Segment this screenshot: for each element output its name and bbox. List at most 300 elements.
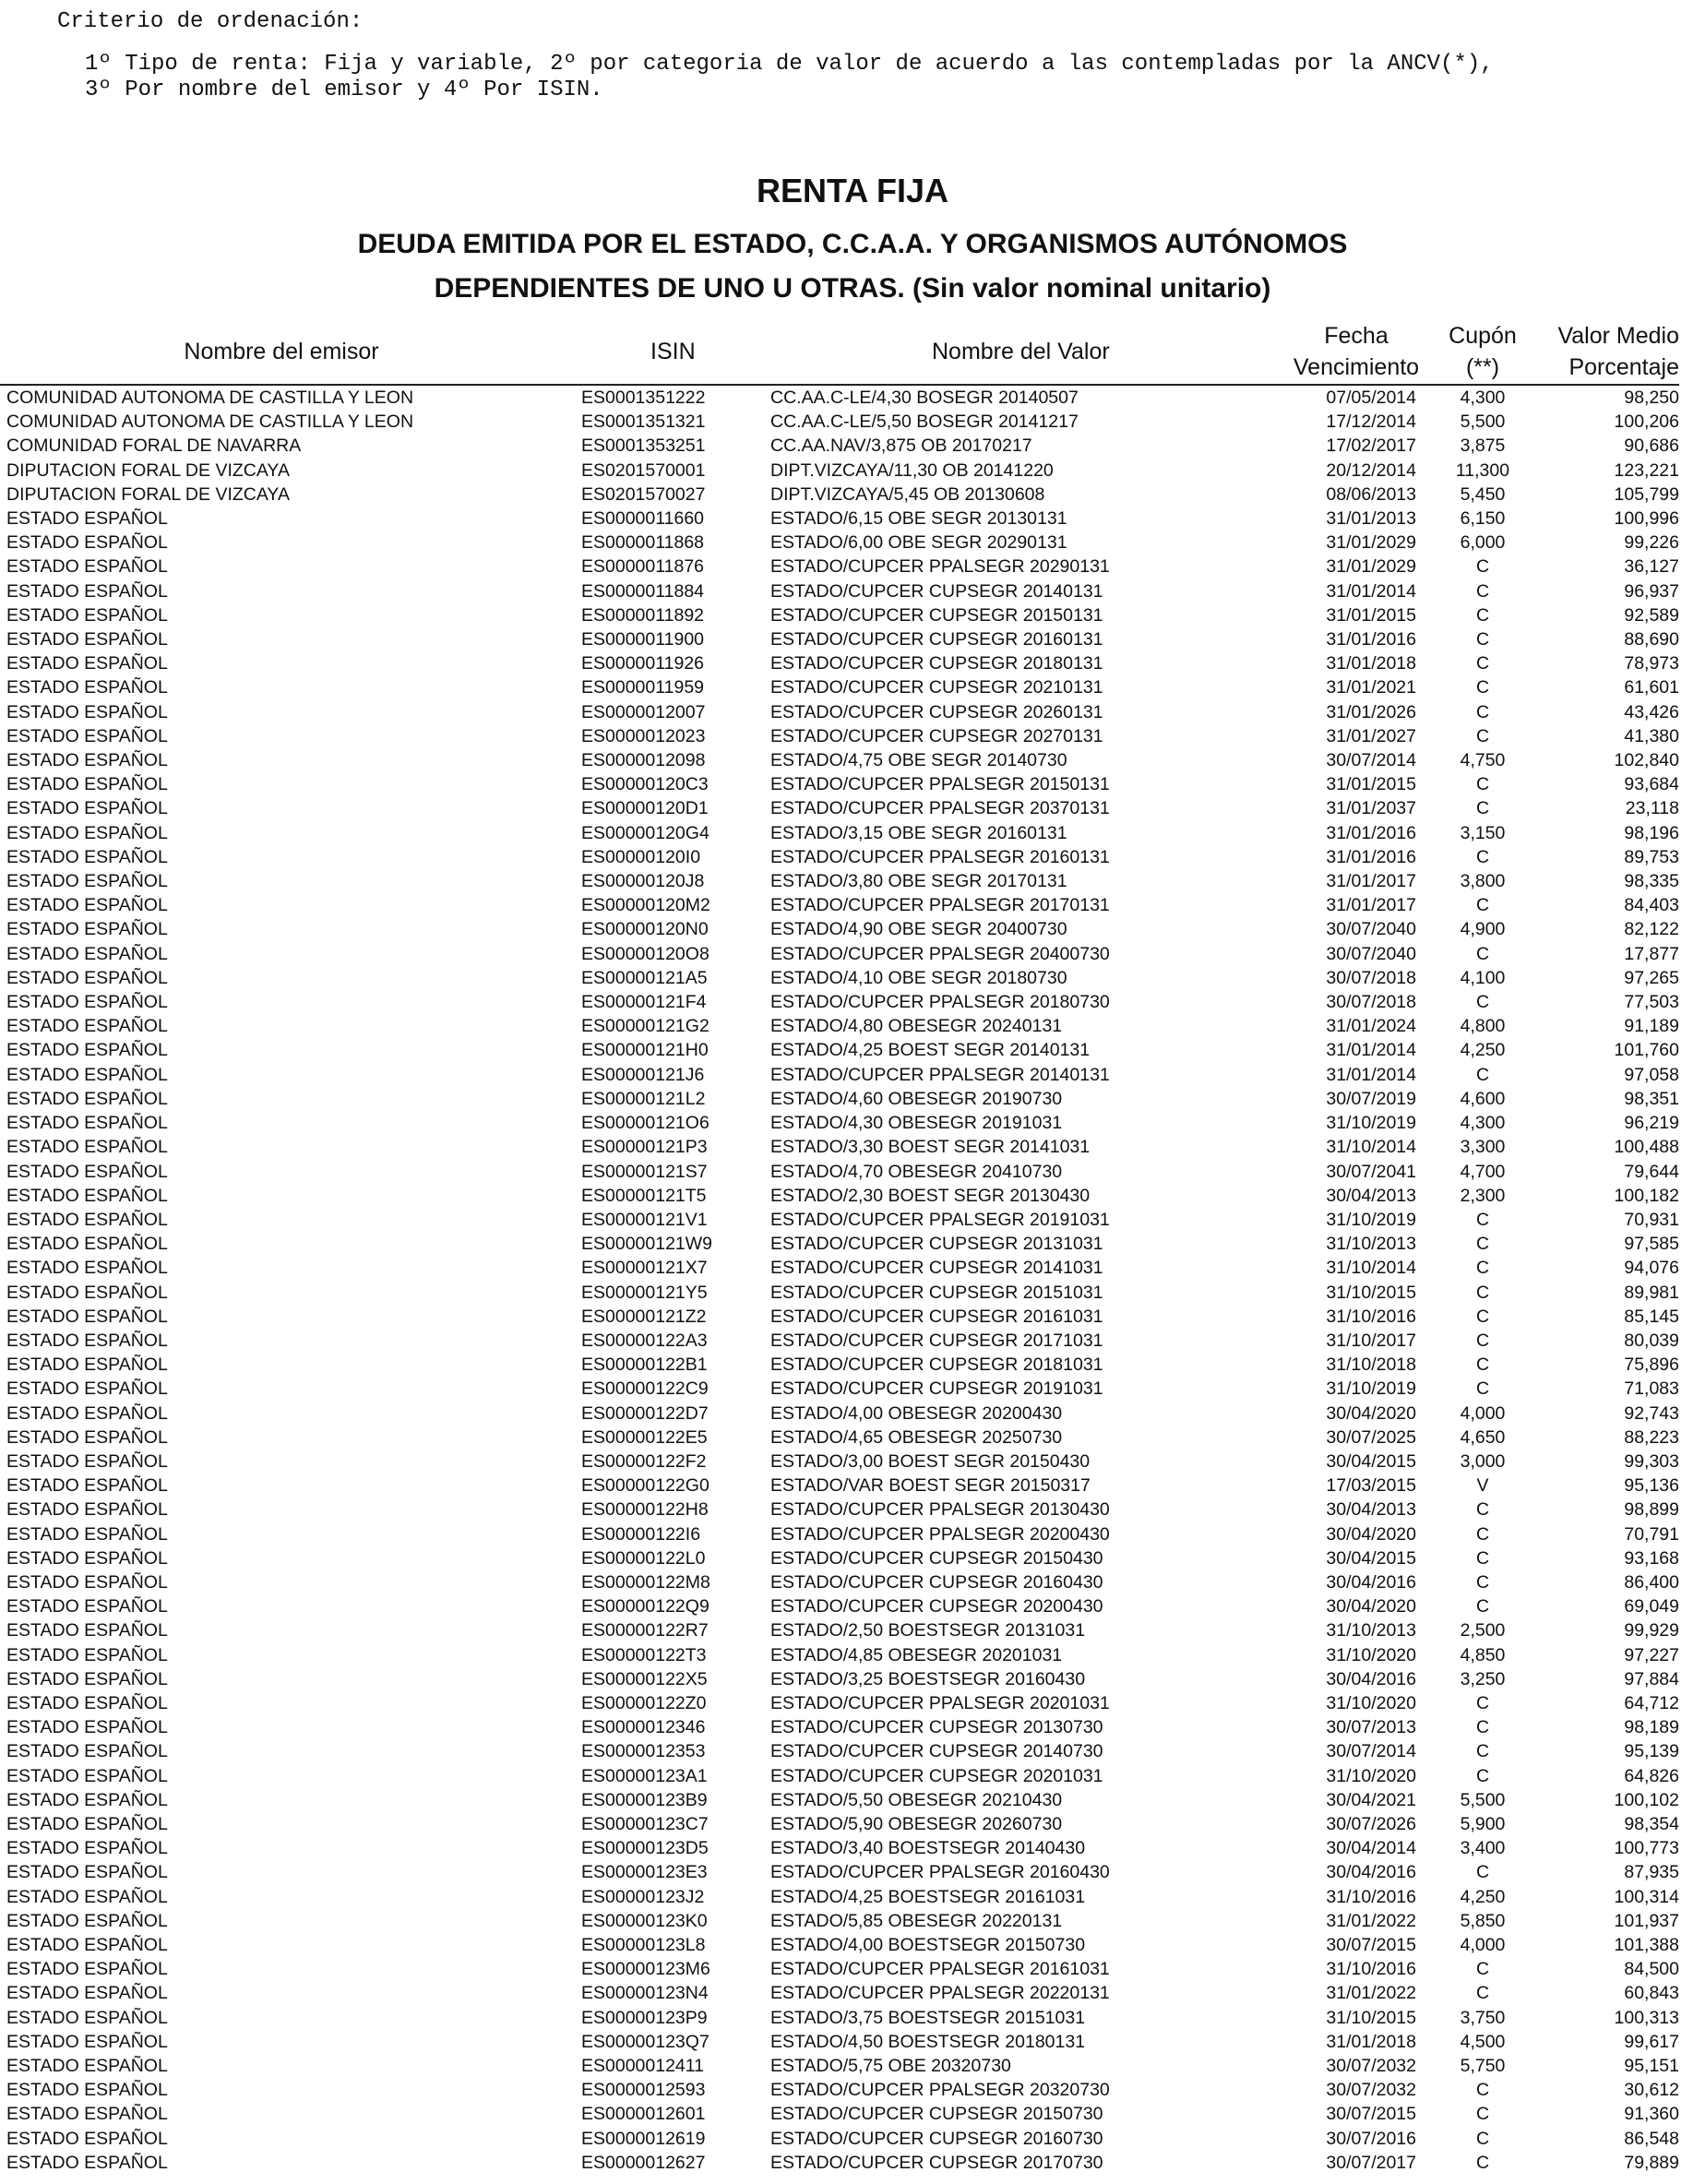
cell-emisor: ESTADO ESPAÑOL [6, 1234, 168, 1255]
securities-table [0, 319, 1679, 2175]
cell-emisor: ESTADO ESPAÑOL [6, 1185, 168, 1206]
cell-emisor: ESTADO ESPAÑOL [6, 750, 168, 771]
cell-cupon: 6,150 [1460, 508, 1506, 530]
cell-emisor: ESTADO ESPAÑOL [6, 580, 168, 602]
cell-cupon: C [1475, 992, 1490, 1013]
cell-valor-medio: 79,644 [1624, 1161, 1679, 1182]
table-row [0, 603, 1679, 627]
cell-emisor: ESTADO ESPAÑOL [6, 1668, 168, 1689]
table-row [0, 1474, 1679, 1498]
cell-valor: ESTADO/CUPCER PPALSEGR 20201031 [770, 1692, 1110, 1713]
cell-isin: ES0000011926 [581, 653, 705, 674]
cell-valor: ESTADO/CUPCER CUPSEGR 20160131 [770, 629, 1103, 650]
cell-cupon: 4,800 [1460, 1016, 1506, 1037]
cell-emisor: ESTADO ESPAÑOL [6, 1741, 168, 1762]
cell-emisor: ESTADO ESPAÑOL [6, 1644, 168, 1665]
cell-fecha: 31/01/2021 [1326, 677, 1416, 698]
cell-valor: CC.AA.NAV/3,875 OB 20170217 [770, 436, 1032, 457]
cell-valor: ESTADO/CUPCER CUPSEGR 20270131 [770, 725, 1103, 746]
cell-valor-medio: 88,690 [1624, 629, 1679, 650]
table-row [0, 1184, 1679, 1208]
cell-valor-medio: 100,773 [1614, 1838, 1679, 1859]
cell-fecha: 30/04/2020 [1326, 1402, 1416, 1424]
cell-valor-medio: 100,182 [1614, 1185, 1679, 1206]
cell-valor: ESTADO/CUPCER CUPSEGR 20140131 [770, 580, 1103, 602]
cell-fecha: 31/01/2016 [1326, 846, 1416, 867]
cell-valor-medio: 95,136 [1624, 1475, 1679, 1497]
cell-valor-medio: 30,612 [1624, 2080, 1679, 2101]
cell-fecha: 30/04/2014 [1326, 1838, 1416, 1859]
cell-isin: ES0000011892 [581, 604, 705, 626]
cell-emisor: ESTADO ESPAÑOL [6, 1475, 168, 1497]
cell-cupon: C [1475, 725, 1490, 746]
cell-valor-medio: 100,313 [1614, 2007, 1679, 2028]
cell-valor-medio: 61,601 [1624, 677, 1679, 698]
cell-valor: ESTADO/5,50 OBESEGR 20210430 [770, 1789, 1063, 1810]
cell-emisor: ESTADO ESPAÑOL [6, 653, 168, 674]
cell-isin: ES00000121G2 [581, 1016, 709, 1037]
cell-valor: ESTADO/CUPCER CUPSEGR 20200430 [770, 1596, 1103, 1617]
cell-cupon: C [1475, 846, 1490, 867]
table-row [0, 966, 1679, 990]
cell-valor-medio: 93,168 [1624, 1547, 1679, 1569]
cell-valor-medio: 87,935 [1624, 1862, 1679, 1883]
cell-fecha: 31/01/2015 [1326, 774, 1416, 795]
cell-fecha: 31/10/2013 [1326, 1234, 1416, 1255]
cell-emisor: ESTADO ESPAÑOL [6, 1378, 168, 1400]
criterio-block [57, 9, 1494, 113]
cell-emisor: ESTADO ESPAÑOL [6, 919, 168, 940]
cell-valor-medio: 85,145 [1624, 1306, 1679, 1327]
table-row [0, 1885, 1679, 1909]
cell-emisor: ESTADO ESPAÑOL [6, 1717, 168, 1738]
cell-valor: ESTADO/3,15 OBE SEGR 20160131 [770, 822, 1067, 843]
cell-isin: ES0000012593 [581, 2080, 706, 2101]
cell-valor-medio: 98,351 [1624, 1088, 1679, 1109]
criterio-heading: Criterio de ordenación: [57, 9, 364, 34]
table-row [0, 2030, 1679, 2054]
cell-valor: ESTADO/CUPCER CUPSEGR 20150430 [770, 1547, 1103, 1569]
cell-fecha: 31/01/2013 [1326, 508, 1416, 530]
cell-valor-medio: 98,250 [1624, 388, 1679, 408]
cell-emisor: ESTADO ESPAÑOL [6, 1692, 168, 1713]
cell-emisor: ESTADO ESPAÑOL [6, 895, 168, 916]
cell-fecha: 30/04/2016 [1326, 1668, 1416, 1689]
cell-valor-medio: 93,684 [1624, 774, 1679, 795]
cell-fecha: 31/01/2014 [1326, 580, 1416, 602]
cell-valor: ESTADO/4,65 OBESEGR 20250730 [770, 1426, 1063, 1448]
cell-isin: ES0000011868 [581, 532, 705, 554]
cell-valor-medio: 70,931 [1624, 1209, 1679, 1230]
cell-valor-medio: 89,753 [1624, 846, 1679, 867]
header-fecha: Fecha Vencimiento [1287, 319, 1425, 385]
table-row [0, 748, 1679, 772]
cell-cupon: 5,900 [1460, 1813, 1506, 1834]
cell-fecha: 30/04/2013 [1326, 1185, 1416, 1206]
cell-emisor: COMUNIDAD FORAL DE NAVARRA [6, 436, 302, 457]
cell-valor-medio: 90,686 [1624, 436, 1679, 457]
cell-valor-medio: 101,937 [1614, 1910, 1679, 1931]
cell-isin: ES0201570001 [581, 459, 706, 481]
table-row [0, 1957, 1679, 1981]
cell-isin: ES00000120N0 [581, 919, 709, 940]
cell-isin: ES00000122T3 [581, 1644, 707, 1665]
cell-valor-medio: 78,973 [1624, 653, 1679, 674]
cell-fecha: 17/03/2015 [1326, 1475, 1416, 1497]
table-row [0, 385, 1679, 410]
cell-cupon: C [1475, 604, 1490, 626]
cell-emisor: ESTADO ESPAÑOL [6, 1910, 168, 1931]
table-row [0, 2151, 1679, 2175]
table-row [0, 821, 1679, 845]
cell-cupon: 4,000 [1460, 1935, 1506, 1955]
cell-valor: ESTADO/CUPCER PPALSEGR 20160430 [770, 1862, 1110, 1883]
table-row [0, 1426, 1679, 1450]
table-row [0, 651, 1679, 675]
cell-valor-medio: 75,896 [1624, 1355, 1679, 1376]
cell-valor: ESTADO/4,10 OBE SEGR 20180730 [770, 967, 1067, 988]
cell-emisor: ESTADO ESPAÑOL [6, 1789, 168, 1810]
cell-isin: ES00000121L2 [581, 1088, 706, 1109]
cell-valor: ESTADO/5,75 OBE 20320730 [770, 2056, 1011, 2077]
cell-cupon: C [1475, 1330, 1490, 1351]
cell-valor-medio: 98,899 [1624, 1499, 1679, 1521]
cell-valor: ESTADO/CUPCER PPALSEGR 20130430 [770, 1499, 1110, 1521]
table-row [0, 1038, 1679, 1062]
cell-cupon: 3,400 [1460, 1838, 1506, 1859]
table-row [0, 1281, 1679, 1305]
cell-isin: ES0000012353 [581, 1741, 706, 1762]
cell-valor: ESTADO/4,30 OBESEGR 20191031 [770, 1113, 1063, 1134]
cell-isin: ES00000121Z2 [581, 1306, 707, 1327]
header-isin: ISIN [581, 319, 770, 385]
table-row [0, 1764, 1679, 1788]
cell-fecha: 30/07/2013 [1326, 1717, 1416, 1738]
table-body [0, 385, 1679, 2175]
cell-cupon: 5,500 [1460, 1789, 1506, 1810]
table-row [0, 1402, 1679, 1426]
cell-cupon: C [1475, 1717, 1490, 1738]
cell-isin: ES0001351222 [581, 388, 706, 408]
header-valor: Nombre del Valor [770, 319, 1287, 385]
cell-fecha: 31/10/2013 [1326, 1620, 1416, 1641]
cell-fecha: 30/07/2025 [1326, 1426, 1416, 1448]
cell-emisor: ESTADO ESPAÑOL [6, 774, 168, 795]
cell-cupon: C [1475, 1282, 1490, 1303]
cell-fecha: 31/01/2026 [1326, 701, 1416, 722]
cell-cupon: C [1475, 774, 1490, 795]
cell-isin: ES00000120G4 [581, 822, 709, 843]
cell-isin: ES00000122R7 [581, 1620, 709, 1641]
cell-cupon: 3,000 [1460, 1450, 1506, 1472]
cell-cupon: 6,000 [1460, 532, 1506, 554]
cell-emisor: ESTADO ESPAÑOL [6, 2128, 168, 2149]
cell-valor-medio: 80,039 [1624, 1330, 1679, 1351]
cell-valor-medio: 86,548 [1624, 2128, 1679, 2149]
cell-valor-medio: 79,889 [1624, 2152, 1679, 2173]
cell-emisor: ESTADO ESPAÑOL [6, 1499, 168, 1521]
table-row [0, 1450, 1679, 1474]
cell-valor: CC.AA.C-LE/5,50 BOSEGR 20141217 [770, 412, 1079, 433]
criterio-line-1: 1º Tipo de renta: Fija y variable, 2º por categoria de valor de acuerdo a las contempladas por la ANCV(*), [85, 52, 1494, 77]
cell-valor: ESTADO/CUPCER PPALSEGR 20200430 [770, 1523, 1110, 1545]
cell-fecha: 30/04/2016 [1326, 1862, 1416, 1883]
cell-valor: ESTADO/CUPCER PPALSEGR 20160131 [770, 846, 1110, 867]
cell-valor-medio: 97,058 [1624, 1064, 1679, 1085]
table-row [0, 1377, 1679, 1401]
cell-fecha: 30/07/2014 [1326, 750, 1416, 771]
cell-valor-medio: 95,139 [1624, 1741, 1679, 1762]
cell-valor: ESTADO/4,00 OBESEGR 20200430 [770, 1402, 1063, 1424]
cell-fecha: 07/05/2014 [1326, 388, 1416, 408]
table-row [0, 1667, 1679, 1691]
cell-isin: ES00000121S7 [581, 1161, 708, 1182]
cell-valor: ESTADO/CUPCER PPALSEGR 20220131 [770, 1983, 1110, 2004]
page-title: RENTA FIJA [756, 172, 948, 209]
cell-valor: ESTADO/VAR BOEST SEGR 20150317 [770, 1475, 1091, 1497]
table-row [0, 1860, 1679, 1884]
cell-valor-medio: 89,981 [1624, 1282, 1679, 1303]
cell-valor-medio: 23,118 [1625, 798, 1679, 819]
cell-emisor: ESTADO ESPAÑOL [6, 1523, 168, 1545]
table-row [0, 579, 1679, 603]
cell-emisor: DIPUTACION FORAL DE VIZCAYA [6, 483, 290, 505]
header-valor-medio: Valor Medio Porcentaje [1527, 319, 1679, 385]
cell-emisor: ESTADO ESPAÑOL [6, 1838, 168, 1859]
cell-isin: ES00000121P3 [581, 1137, 708, 1158]
cell-valor: ESTADO/4,25 BOEST SEGR 20140131 [770, 1040, 1091, 1061]
cell-cupon: 2,300 [1460, 1185, 1506, 1206]
cell-fecha: 31/10/2020 [1326, 1644, 1416, 1665]
cell-cupon: 4,500 [1460, 2031, 1506, 2052]
cell-valor-medio: 91,189 [1624, 1016, 1679, 1037]
cell-valor: ESTADO/CUPCER CUPSEGR 20180131 [770, 653, 1103, 674]
cell-emisor: ESTADO ESPAÑOL [6, 822, 168, 843]
table-row [0, 1256, 1679, 1280]
header-cupon: Cupón (**) [1425, 319, 1527, 385]
cell-valor-medio: 101,388 [1614, 1935, 1679, 1955]
cell-valor: ESTADO/4,00 BOESTSEGR 20150730 [770, 1935, 1086, 1955]
table-row [0, 772, 1679, 796]
cell-fecha: 30/07/2015 [1326, 2104, 1416, 2125]
cell-cupon: C [1475, 1571, 1490, 1593]
table-row [0, 1353, 1679, 1377]
cell-isin: ES00000122F2 [581, 1450, 707, 1472]
cell-fecha: 31/10/2018 [1326, 1355, 1416, 1376]
cell-emisor: ESTADO ESPAÑOL [6, 2080, 168, 2101]
cell-fecha: 31/01/2016 [1326, 629, 1416, 650]
cell-isin: ES00000123K0 [581, 1910, 708, 1931]
table-row [0, 1522, 1679, 1546]
cell-emisor: ESTADO ESPAÑOL [6, 1258, 168, 1279]
cell-emisor: ESTADO ESPAÑOL [6, 2031, 168, 2052]
cell-fecha: 31/10/2016 [1326, 1959, 1416, 1980]
cell-cupon: C [1475, 1547, 1490, 1569]
cell-cupon: 4,300 [1460, 388, 1506, 408]
cell-isin: ES0000011660 [581, 508, 705, 530]
table-row [0, 1208, 1679, 1232]
cell-emisor: ESTADO ESPAÑOL [6, 846, 168, 867]
cell-emisor: ESTADO ESPAÑOL [6, 629, 168, 650]
cell-cupon: C [1475, 1523, 1490, 1545]
table-row [0, 1739, 1679, 1763]
cell-cupon: C [1475, 943, 1490, 964]
table-row [0, 1594, 1679, 1618]
table-row [0, 700, 1679, 724]
cell-emisor: ESTADO ESPAÑOL [6, 1547, 168, 1569]
cell-fecha: 31/10/2020 [1326, 1765, 1416, 1786]
cell-cupon: 4,750 [1460, 750, 1506, 771]
cell-fecha: 31/01/2027 [1326, 725, 1416, 746]
cell-fecha: 30/07/2018 [1326, 967, 1416, 988]
cell-isin: ES00000121H0 [581, 1040, 709, 1061]
cell-valor: ESTADO/4,25 BOESTSEGR 20161031 [770, 1886, 1086, 1907]
cell-cupon: 4,100 [1460, 967, 1506, 988]
cell-fecha: 31/01/2017 [1326, 871, 1416, 892]
cell-isin: ES00000122L0 [581, 1547, 706, 1569]
cell-fecha: 31/01/2029 [1326, 532, 1416, 554]
cell-emisor: ESTADO ESPAÑOL [6, 1064, 168, 1085]
cell-isin: ES00000123N4 [581, 1983, 709, 2004]
cell-valor: ESTADO/3,80 OBE SEGR 20170131 [770, 871, 1067, 892]
cell-valor-medio: 97,585 [1624, 1234, 1679, 1255]
cell-isin: ES00000122D7 [581, 1402, 709, 1424]
table-row [0, 1981, 1679, 2005]
cell-valor-medio: 105,799 [1614, 483, 1679, 505]
cell-fecha: 30/07/2041 [1326, 1161, 1416, 1182]
cell-valor-medio: 84,500 [1624, 1959, 1679, 1980]
cell-fecha: 31/10/2014 [1326, 1258, 1416, 1279]
cell-valor: ESTADO/CUPCER PPALSEGR 20161031 [770, 1959, 1110, 1980]
table-row [0, 1329, 1679, 1353]
cell-valor-medio: 82,122 [1624, 919, 1679, 940]
cell-fecha: 31/10/2019 [1326, 1378, 1416, 1400]
cell-fecha: 31/10/2016 [1326, 1886, 1416, 1907]
table-header-row [0, 319, 1679, 385]
cell-isin: ES00000122X5 [581, 1668, 708, 1689]
cell-valor-medio: 86,400 [1624, 1571, 1679, 1593]
table-row [0, 1305, 1679, 1329]
cell-cupon: 4,900 [1460, 919, 1506, 940]
cell-valor: ESTADO/CUPCER CUPSEGR 20191031 [770, 1378, 1103, 1400]
cell-cupon: 11,300 [1455, 459, 1510, 481]
table-row [0, 1643, 1679, 1667]
cell-fecha: 30/04/2016 [1326, 1571, 1416, 1593]
cell-isin: ES00000120J8 [581, 871, 705, 892]
cell-valor: ESTADO/6,00 OBE SEGR 20290131 [770, 532, 1067, 554]
cell-isin: ES00000120I0 [581, 846, 701, 867]
cell-isin: ES0000012023 [581, 725, 706, 746]
cell-isin: ES00000123D5 [581, 1838, 709, 1859]
cell-cupon: C [1475, 1862, 1490, 1883]
cell-valor-medio: 64,826 [1624, 1765, 1679, 1786]
cell-emisor: ESTADO ESPAÑOL [6, 725, 168, 746]
cell-valor-medio: 101,760 [1614, 1040, 1679, 1061]
cell-cupon: C [1475, 1692, 1490, 1713]
cell-emisor: ESTADO ESPAÑOL [6, 508, 168, 530]
cell-valor: ESTADO/CUPCER CUPSEGR 20131031 [770, 1234, 1103, 1255]
table-row [0, 796, 1679, 820]
cell-emisor: ESTADO ESPAÑOL [6, 1306, 168, 1327]
table-row [0, 1014, 1679, 1038]
cell-emisor: ESTADO ESPAÑOL [6, 1983, 168, 2004]
cell-valor: ESTADO/3,25 BOESTSEGR 20160430 [770, 1668, 1086, 1689]
cell-valor: ESTADO/CUPCER CUPSEGR 20210131 [770, 677, 1103, 698]
cell-cupon: 4,700 [1460, 1161, 1506, 1182]
cell-valor: ESTADO/5,90 OBESEGR 20260730 [770, 1813, 1063, 1834]
cell-isin: ES0000012346 [581, 1717, 706, 1738]
cell-valor: ESTADO/CUPCER CUPSEGR 20141031 [770, 1258, 1103, 1279]
cell-valor: ESTADO/CUPCER PPALSEGR 20320730 [770, 2080, 1110, 2101]
cell-valor: ESTADO/CUPCER CUPSEGR 20130730 [770, 1717, 1103, 1738]
cell-valor-medio: 98,189 [1624, 1717, 1679, 1738]
cell-fecha: 30/07/2026 [1326, 1813, 1416, 1834]
table-row [0, 1836, 1679, 1860]
cell-isin: ES00000122A3 [581, 1330, 708, 1351]
cell-emisor: ESTADO ESPAÑOL [6, 1620, 168, 1641]
cell-valor-medio: 88,223 [1624, 1426, 1679, 1448]
cell-fecha: 31/01/2015 [1326, 604, 1416, 626]
table-row [0, 531, 1679, 555]
cell-cupon: C [1475, 1765, 1490, 1786]
cell-isin: ES00000123B9 [581, 1789, 708, 1810]
cell-valor: ESTADO/4,85 OBESEGR 20201031 [770, 1644, 1063, 1665]
table-row [0, 507, 1679, 531]
cell-emisor: ESTADO ESPAÑOL [6, 1040, 168, 1061]
cell-isin: ES00000121F4 [581, 992, 707, 1013]
table-row [0, 459, 1679, 483]
cell-cupon: C [1475, 701, 1490, 722]
table-row [0, 1063, 1679, 1087]
cell-fecha: 30/04/2015 [1326, 1547, 1416, 1569]
cell-valor: ESTADO/3,40 BOESTSEGR 20140430 [770, 1838, 1086, 1859]
cell-valor: ESTADO/4,50 BOESTSEGR 20180131 [770, 2031, 1086, 2052]
cell-cupon: C [1475, 1209, 1490, 1230]
cell-cupon: C [1475, 629, 1490, 650]
cell-emisor: ESTADO ESPAÑOL [6, 2152, 168, 2173]
cell-fecha: 30/07/2040 [1326, 919, 1416, 940]
cell-cupon: C [1475, 677, 1490, 698]
table-row [0, 410, 1679, 434]
cell-fecha: 31/10/2019 [1326, 1209, 1416, 1230]
table-row [0, 555, 1679, 579]
cell-valor-medio: 98,196 [1624, 822, 1679, 843]
cell-isin: ES00000123A1 [581, 1765, 708, 1786]
cell-cupon: C [1475, 2080, 1490, 2101]
cell-valor: ESTADO/CUPCER CUPSEGR 20260131 [770, 701, 1103, 722]
cell-valor: ESTADO/CUPCER CUPSEGR 20151031 [770, 1282, 1103, 1303]
cell-emisor: ESTADO ESPAÑOL [6, 992, 168, 1013]
cell-cupon: C [1475, 1741, 1490, 1762]
cell-fecha: 30/04/2020 [1326, 1596, 1416, 1617]
cell-valor-medio: 43,426 [1624, 701, 1679, 722]
table-row [0, 1715, 1679, 1739]
table-row [0, 990, 1679, 1014]
cell-emisor: ESTADO ESPAÑOL [6, 2104, 168, 2125]
cell-isin: ES00000120O8 [581, 943, 709, 964]
cell-isin: ES00000122Q9 [581, 1596, 709, 1617]
cell-emisor: ESTADO ESPAÑOL [6, 1450, 168, 1472]
cell-emisor: ESTADO ESPAÑOL [6, 677, 168, 698]
cell-isin: ES00000123P9 [581, 2007, 708, 2028]
cell-emisor: ESTADO ESPAÑOL [6, 871, 168, 892]
cell-valor: ESTADO/CUPCER CUPSEGR 20160730 [770, 2128, 1103, 2149]
table-row [0, 1933, 1679, 1957]
cell-cupon: C [1475, 556, 1490, 578]
cell-fecha: 08/06/2013 [1326, 483, 1416, 505]
cell-fecha: 30/07/2019 [1326, 1088, 1416, 1109]
cell-valor-medio: 92,743 [1624, 1402, 1679, 1424]
